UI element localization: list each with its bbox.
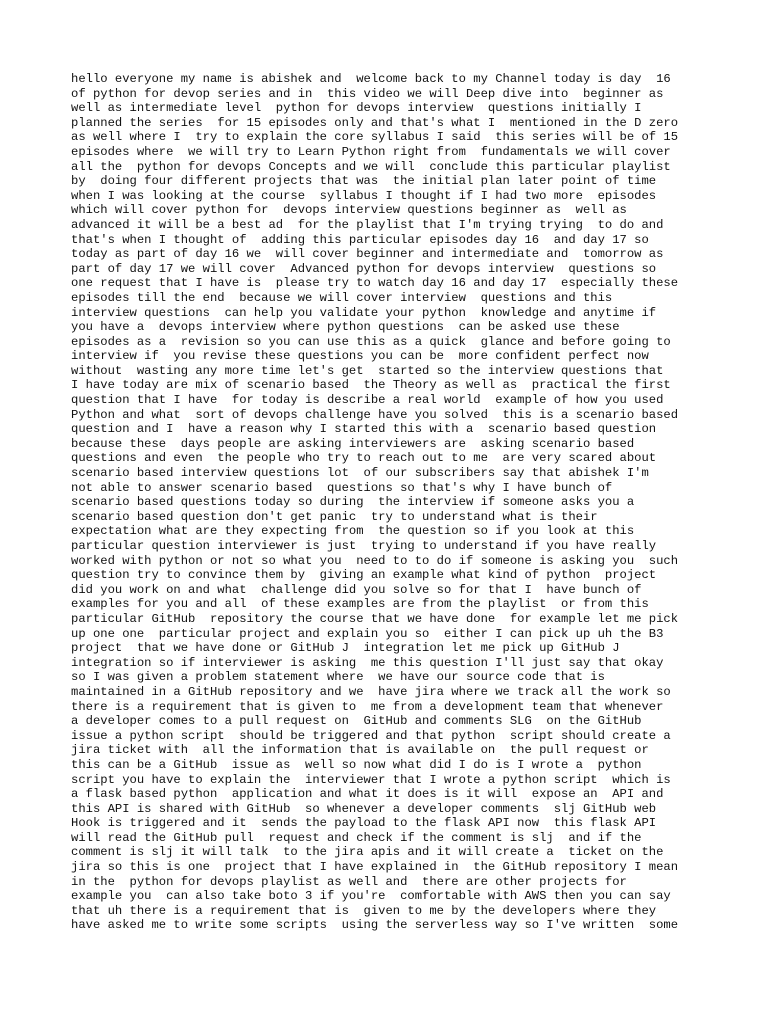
transcript-line: because these days people are asking interviewers are asking scenario based: [71, 436, 635, 451]
transcript-line: particular question interviewer is just trying to understand if you have really: [71, 539, 657, 553]
transcript-line: project that we have done or GitHub J integration let me pick up GitHub J: [71, 641, 620, 656]
transcript-line: well as intermediate level python for devops interview questions initially I: [71, 101, 642, 116]
transcript-line: planned the series for 15 episodes only and that's what I mentioned in the D zero: [71, 115, 679, 130]
transcript-line: I have today are mix of scenario based the Theory as well as practical the first: [71, 378, 671, 393]
transcript-line: episodes as a revision so you can use this as a quick glance and before going to: [71, 334, 671, 349]
transcript-line: part of day 17 we will cover Advanced python for devops interview questions so: [71, 261, 657, 276]
transcript-line: as well where I try to explain the core syllabus I said this series will be of 15: [71, 130, 679, 145]
transcript-line: in the python for devops playlist as well and there are other projects for: [71, 874, 627, 889]
transcript-line: integration so if interviewer is asking me this question I'll just say that okay: [71, 655, 664, 670]
transcript-line: issue a python script should be triggered and that python script should create a: [71, 728, 671, 743]
transcript-line: questions and even the people who try to reach out to me are very scared about: [71, 451, 657, 466]
transcript-line: which will cover python for devops interview questions beginner as well as: [71, 203, 627, 218]
transcript-line: episodes where we will try to Learn Python right from fundamentals we will cover: [71, 144, 671, 159]
transcript-line: by doing four different projects that was the initial plan later point of time: [71, 174, 657, 189]
transcript-line: question and I have a reason why I started this with a scenario based question: [71, 422, 657, 437]
transcript-line: not able to answer scenario based questions so that's why I have bunch of: [71, 480, 613, 495]
transcript-line: when I was looking at the course syllabus I thought if I had two more episodes: [71, 188, 657, 203]
transcript-line: jira so this is one project that I have explained in the GitHub repository I mean: [71, 860, 679, 875]
transcript-line: today as part of day 16 we will cover beginner and intermediate and tomorrow as: [71, 247, 664, 262]
transcript-line: there is a requirement that is given to me from a development team that whenever: [71, 699, 664, 714]
transcript-line: expectation what are they expecting from the question so if you look at this: [71, 524, 635, 539]
transcript-text-block: [71, 72, 711, 933]
transcript-line: examples for you and all of these examples are from the playlist or from this: [71, 597, 649, 612]
transcript-line: example you can also take boto 3 if you're comfortable with AWS then you can say: [71, 889, 671, 904]
transcript-line: you have a devops interview where python questions can be asked use these: [71, 320, 620, 335]
transcript-line: a flask based python application and what it does is it will expose an API and: [71, 787, 664, 802]
transcript-line: interview questions can help you validate your python knowledge and anytime if: [71, 305, 657, 320]
transcript-line: particular GitHub repository the course that we have done for example let me pick: [71, 611, 679, 626]
transcript-line: have asked me to write some scripts using the serverless way so I've written some: [71, 918, 679, 933]
transcript-line: up one one particular project and explain you so either I can pick up uh the B3: [71, 626, 664, 641]
transcript-line: did you work on and what challenge did you solve so for that I have bunch of: [71, 582, 642, 597]
transcript-line: this API is shared with GitHub so whenever a developer comments slj GitHub web: [71, 801, 657, 816]
transcript-line: a developer comes to a pull request on GitHub and comments SLG on the GitHub: [71, 714, 642, 729]
transcript-line: question try to convince them by giving an example what kind of python project: [71, 568, 657, 583]
transcript-line: that uh there is a requirement that is given to me by the developers where they: [71, 903, 657, 918]
transcript-line: script you have to explain the interviewer that I wrote a python script which is: [71, 772, 671, 787]
transcript-line: so I was given a problem statement where we have our source code that is: [71, 670, 605, 685]
transcript-line: will read the GitHub pull request and check if the comment is slj and if the: [71, 830, 642, 845]
transcript-line: hello everyone my name is abishek and welcome back to my Channel today is day 16: [71, 72, 671, 86]
transcript-line: scenario based interview questions lot of our subscribers say that abishek I'm: [71, 466, 649, 481]
transcript-line: Hook is triggered and it sends the payload to the flask API now this flask API: [71, 816, 657, 831]
transcript-line: all the python for devops Concepts and we will conclude this particular playlist: [71, 159, 671, 174]
transcript-line: interview if you revise these questions you can be more confident perfect now: [71, 349, 649, 364]
transcript-line: worked with python or not so what you need to to do if someone is asking you such: [71, 553, 679, 568]
transcript-line: episodes till the end because we will cover interview questions and this: [71, 290, 613, 305]
transcript-line: one request that I have is please try to watch day 16 and day 17 especially these: [71, 276, 679, 291]
transcript-line: this can be a GitHub issue as well so now what did I do is I wrote a python: [71, 757, 642, 772]
transcript-line: scenario based question don't get panic try to understand what is their: [71, 509, 598, 524]
transcript-line: without wasting any more time let's get started so the interview questions that: [71, 363, 664, 378]
transcript-line: that's when I thought of adding this particular episodes day 16 and day 17 so: [71, 232, 649, 247]
transcript-line: comment is slj it will talk to the jira apis and it will create a ticket on the: [71, 845, 664, 860]
transcript-line: advanced it will be a best ad for the playlist that I'm trying trying to do and: [71, 217, 664, 232]
transcript-line: Python and what sort of devops challenge have you solved this is a scenario based: [71, 407, 679, 422]
transcript-line: of python for devop series and in this video we will Deep dive into beginner as: [71, 86, 664, 101]
transcript-line: scenario based questions today so during the interview if someone asks you a: [71, 495, 635, 510]
transcript-line: jira ticket with all the information that is available on the pull request or: [71, 743, 649, 758]
transcript-line: question that I have for today is describe a real world example of how you used: [71, 393, 664, 408]
transcript-line: maintained in a GitHub repository and we have jira where we track all the work so: [71, 684, 671, 699]
